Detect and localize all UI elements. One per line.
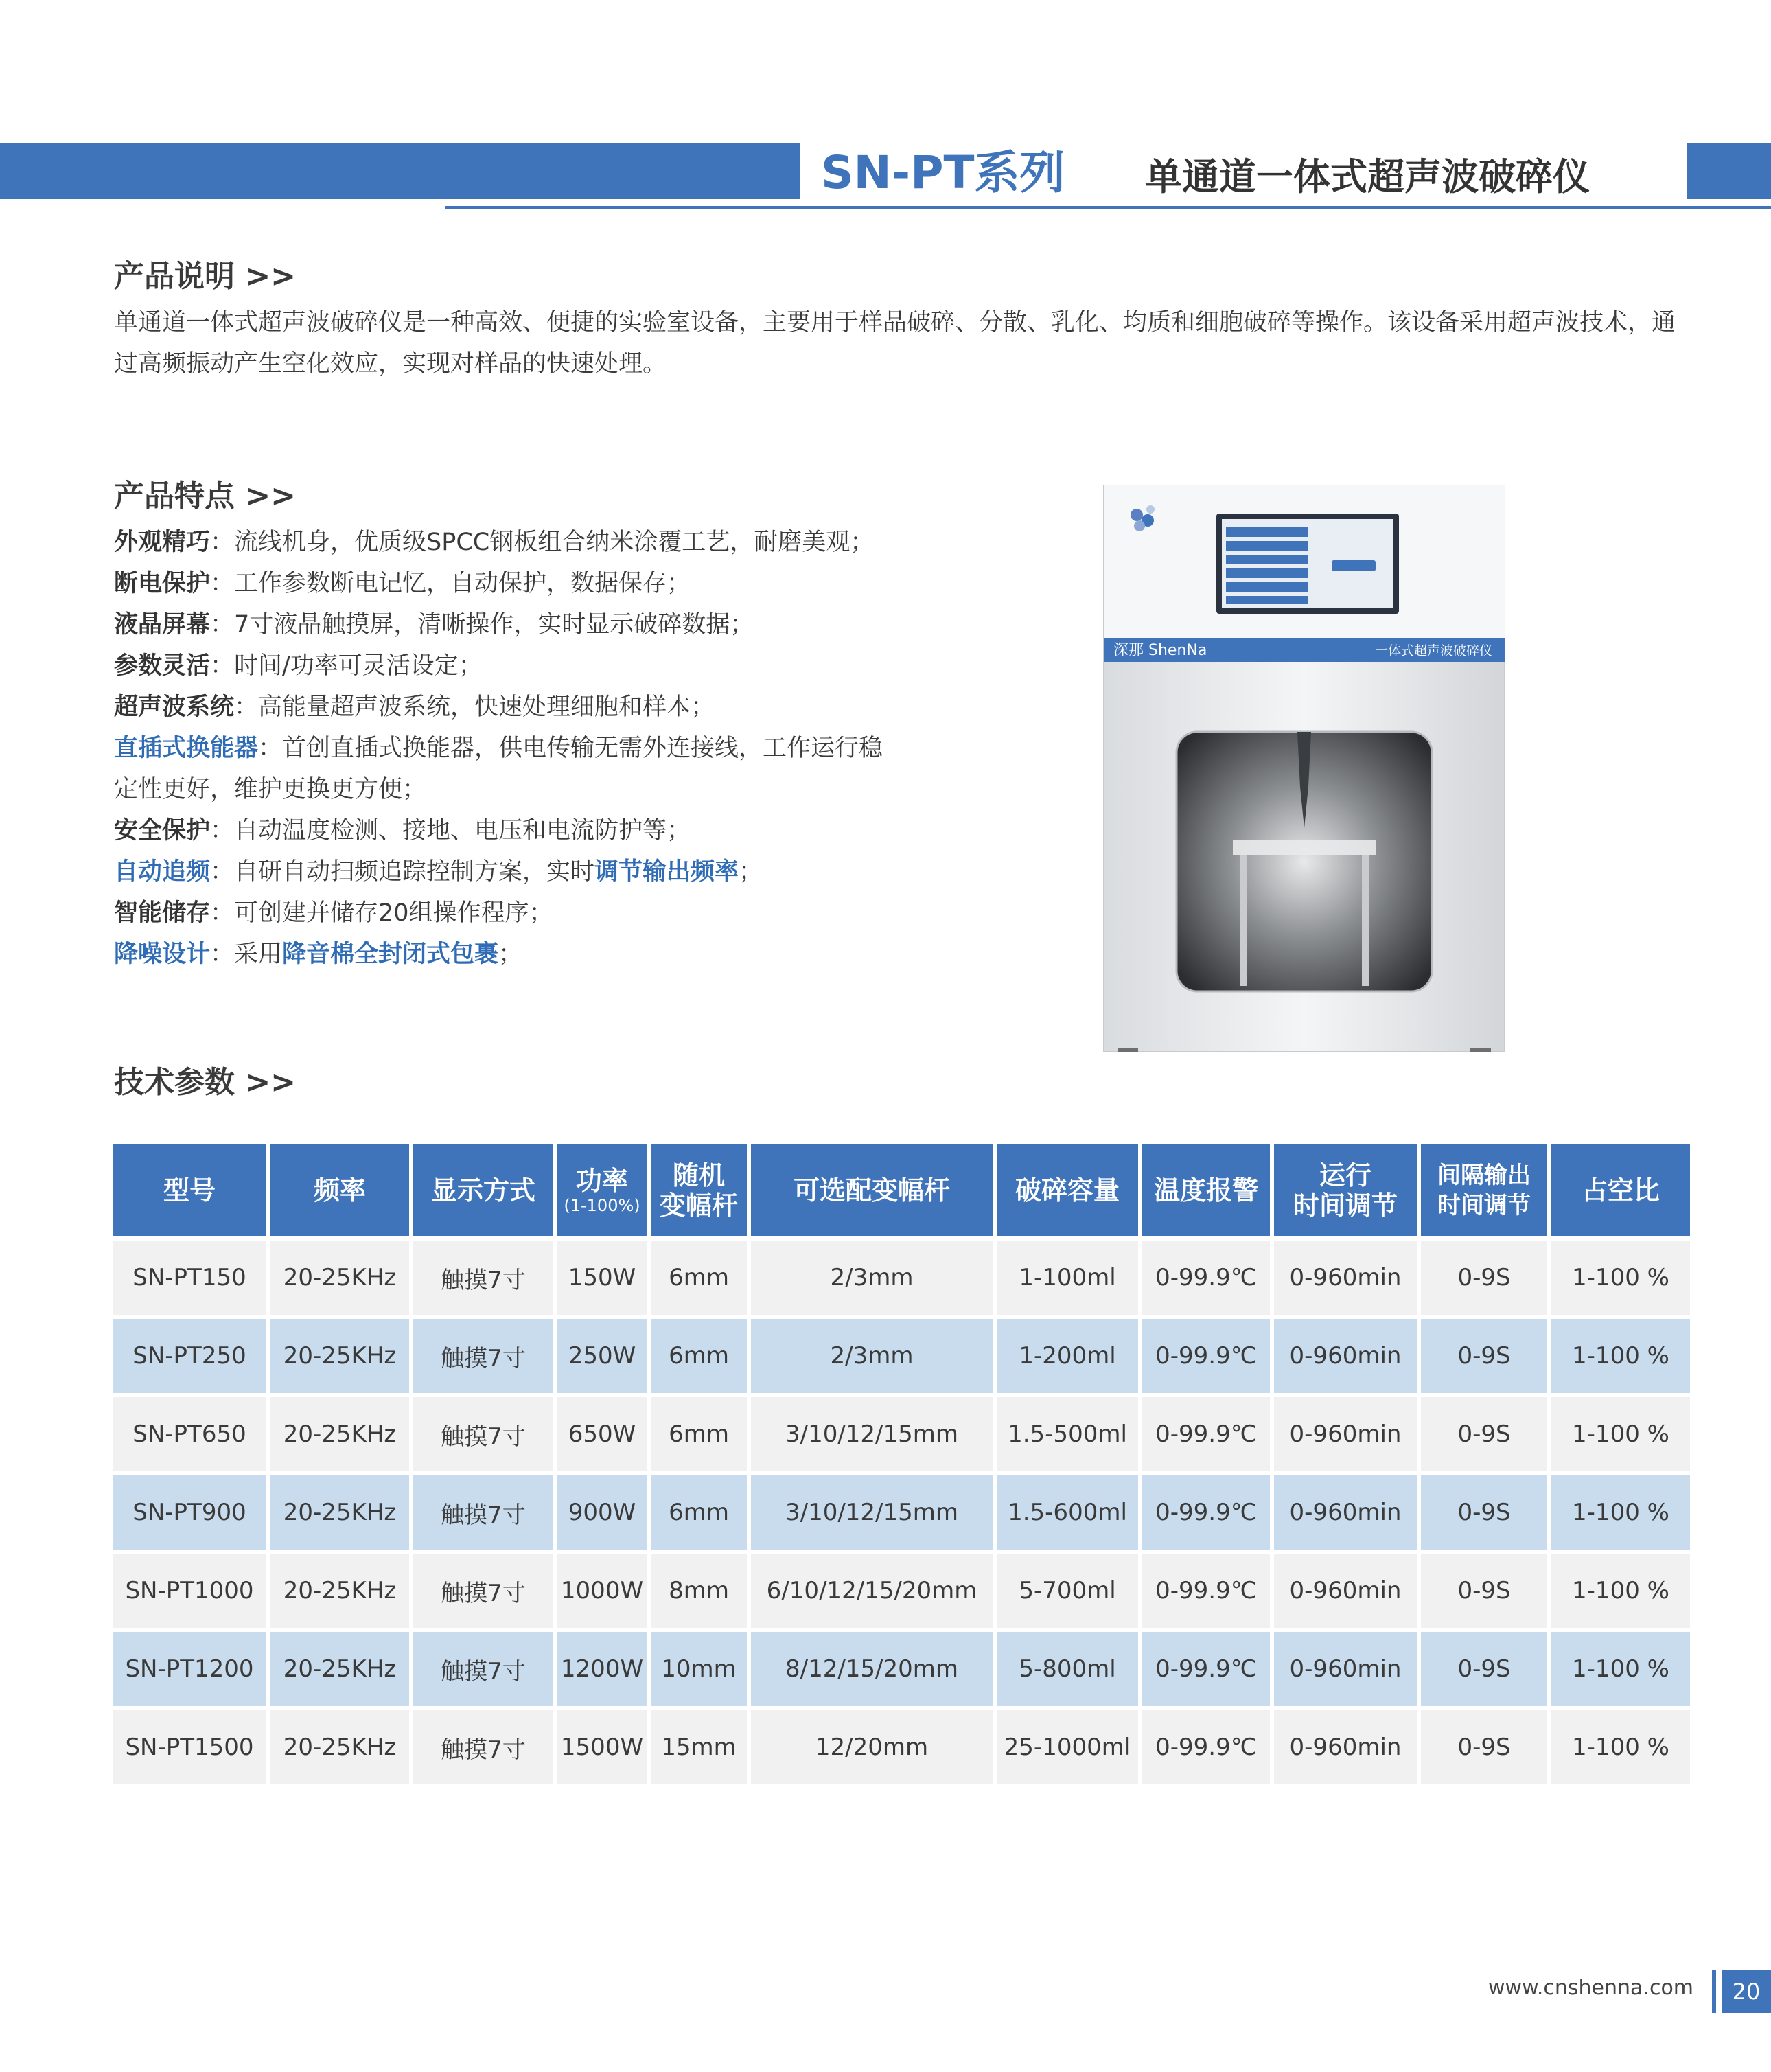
cell-run-time: 0-960min [1274,1319,1417,1393]
cell-horn: 6mm [651,1319,747,1393]
cell-temp-alarm: 0-99.9℃ [1142,1475,1270,1550]
cell-temp-alarm: 0-99.9℃ [1142,1710,1270,1784]
cell-power: 250W [557,1319,647,1393]
col-interval-line1: 间隔输出 [1437,1162,1531,1189]
features-list [114,522,1006,975]
feature-item [114,563,1006,604]
intro-heading: 产品说明 >> [114,259,297,294]
cell-duty: 1-100 % [1551,1475,1690,1550]
cell-temp-alarm: 0-99.9℃ [1142,1397,1270,1471]
col-duty: 占空比 [1551,1144,1690,1236]
feature-item [114,728,1006,769]
cell-horn: 10mm [651,1632,747,1706]
page-number: 20 [1722,1970,1771,2013]
cell-model: SN-PT150 [113,1241,266,1315]
cell-power: 1500W [557,1710,647,1784]
feature-item-continued [114,769,1006,810]
feature-text: ：7寸液晶触摸屏，清晰操作，实时显示破碎数据； [210,611,754,638]
cell-run-time: 0-960min [1274,1397,1417,1471]
cell-run-time: 0-960min [1274,1632,1417,1706]
cell-power: 900W [557,1475,647,1550]
cell-model: SN-PT650 [113,1397,266,1471]
cell-temp-alarm: 0-99.9℃ [1142,1554,1270,1628]
feature-text: ：采用 [210,941,283,968]
cell-horn: 15mm [651,1710,747,1784]
page-bar [1712,1970,1716,2013]
cell-run-time: 0-960min [1274,1475,1417,1550]
product-image [1098,485,1510,1052]
table-row [113,1632,1690,1706]
col-interval [1421,1144,1547,1236]
feature-text: ：首创直插式换能器，供电传输无需外连接线，工作运行稳 [258,735,883,762]
col-temp-alarm: 温度报警 [1142,1144,1270,1236]
table-row [113,1241,1690,1315]
feature-item [114,934,1006,975]
cell-frequency: 20-25KHz [270,1319,409,1393]
header-bar-right [1687,143,1771,199]
col-run-time-line1: 运行 [1319,1160,1371,1190]
cell-capacity: 5-800ml [997,1632,1138,1706]
feature-text: ：高能量超声波系统，快速处理细胞和样本； [234,693,715,721]
col-horn-line1: 随机 [672,1160,725,1190]
feature-key: 断电保护 [114,570,211,597]
cell-capacity: 25-1000ml [997,1710,1138,1784]
feature-key: 自动追频 [114,858,211,886]
cell-model: SN-PT1000 [113,1554,266,1628]
spec-body [113,1241,1690,1784]
feature-key: 智能储存 [114,899,211,927]
cell-display: 触摸7寸 [413,1710,553,1784]
feature-item [114,604,1006,645]
cell-frequency: 20-25KHz [270,1632,409,1706]
cell-horn: 6mm [651,1397,747,1471]
feature-text: ：自动温度检测、接地、电压和电流防护等； [210,817,691,844]
cell-optional-horn: 3/10/12/15mm [751,1397,993,1471]
spec-header-row [113,1144,1690,1236]
feature-key: 安全保护 [114,817,211,844]
cell-temp-alarm: 0-99.9℃ [1142,1241,1270,1315]
cell-power: 1200W [557,1632,647,1706]
cell-model: SN-PT900 [113,1475,266,1550]
feature-highlight: 降音棉全封闭式包裹 [282,941,499,968]
table-row [113,1710,1690,1784]
cell-display: 触摸7寸 [413,1554,553,1628]
cell-duty: 1-100 % [1551,1710,1690,1784]
feature-key: 参数灵活 [114,652,211,680]
cell-display: 触摸7寸 [413,1319,553,1393]
cell-interval: 0-9S [1421,1241,1547,1315]
cell-interval: 0-9S [1421,1632,1547,1706]
cell-duty: 1-100 % [1551,1397,1690,1471]
cell-duty: 1-100 % [1551,1554,1690,1628]
cell-interval: 0-9S [1421,1554,1547,1628]
feature-text: ：工作参数断电记忆，自动保护，数据保存； [210,570,691,597]
cell-optional-horn: 3/10/12/15mm [751,1475,993,1550]
cell-horn: 8mm [651,1554,747,1628]
features-heading: 产品特点 >> [114,479,297,514]
cell-frequency: 20-25KHz [270,1554,409,1628]
col-run-time-line2: 时间调节 [1293,1190,1398,1221]
cell-display: 触摸7寸 [413,1397,553,1471]
product-title: 单通道一体式超声波破碎仪 [1145,155,1590,198]
header-bar-left [0,143,800,199]
series-title: SN-PT系列 [821,146,1065,199]
feature-item [114,851,1006,893]
cell-duty: 1-100 % [1551,1241,1690,1315]
table-row [113,1319,1690,1393]
feature-key: 直插式换能器 [114,735,259,762]
cell-capacity: 1-100ml [997,1241,1138,1315]
cell-power: 150W [557,1241,647,1315]
feature-text: 定性更好，维护更换更方便； [114,776,427,803]
website-url[interactable]: www.cnshenna.com [1488,1976,1694,2000]
cell-capacity: 1-200ml [997,1319,1138,1393]
table-row [113,1554,1690,1628]
col-optional-horn: 可选配变幅杆 [751,1144,993,1236]
feature-key: 液晶屏幕 [114,611,211,638]
col-horn-line2: 变幅杆 [659,1190,738,1221]
col-model: 型号 [113,1144,266,1236]
device-brand: 深那 ShenNa [1113,642,1207,659]
feature-text: ：时间/功率可灵活设定； [210,652,483,680]
feature-item [114,687,1006,728]
cell-interval: 0-9S [1421,1475,1547,1550]
col-interval-line2: 时间调节 [1437,1192,1531,1219]
cell-display: 触摸7寸 [413,1475,553,1550]
cell-run-time: 0-960min [1274,1710,1417,1784]
cell-capacity: 1.5-500ml [997,1397,1138,1471]
col-frequency: 频率 [270,1144,409,1236]
col-run-time [1274,1144,1417,1236]
cell-duty: 1-100 % [1551,1319,1690,1393]
col-power-range: (1-100%) [564,1196,640,1215]
cell-capacity: 1.5-600ml [997,1475,1138,1550]
table-row [113,1475,1690,1550]
cell-model: SN-PT1500 [113,1710,266,1784]
spec-table [108,1140,1694,1788]
cell-display: 触摸7寸 [413,1632,553,1706]
specs-heading: 技术参数 >> [114,1065,297,1100]
feature-highlight: 调节输出频率 [594,858,739,886]
feature-text: ：流线机身，优质级SPCC钢板组合纳米涂覆工艺，耐磨美观； [210,529,875,556]
cell-optional-horn: 12/20mm [751,1710,993,1784]
cell-frequency: 20-25KHz [270,1241,409,1315]
cell-frequency: 20-25KHz [270,1710,409,1784]
cell-model: SN-PT250 [113,1319,266,1393]
table-row [113,1397,1690,1471]
cell-display: 触摸7寸 [413,1241,553,1315]
cell-interval: 0-9S [1421,1397,1547,1471]
col-horn [651,1144,747,1236]
col-display: 显示方式 [413,1144,553,1236]
col-power-label: 功率 [575,1166,628,1196]
cell-power: 650W [557,1397,647,1471]
cell-temp-alarm: 0-99.9℃ [1142,1319,1270,1393]
col-power [557,1144,647,1236]
feature-key: 超声波系统 [114,693,235,721]
feature-tail: ； [739,858,763,886]
feature-item [114,893,1006,934]
cell-optional-horn: 8/12/15/20mm [751,1632,993,1706]
cell-interval: 0-9S [1421,1319,1547,1393]
col-capacity: 破碎容量 [997,1144,1138,1236]
cell-duty: 1-100 % [1551,1632,1690,1706]
feature-tail: ； [498,941,523,968]
cell-model: SN-PT1200 [113,1632,266,1706]
feature-item [114,645,1006,687]
feature-item [114,810,1006,851]
cell-power: 1000W [557,1554,647,1628]
intro-text: 单通道一体式超声波破碎仪是一种高效、便捷的实验室设备，主要用于样品破碎、分散、乳化、均质和细胞破碎等操作。该设备采用超声波技术，通过高频振动产生空化效应，实现对样品的快速处理。 [114,309,1676,378]
cell-run-time: 0-960min [1274,1241,1417,1315]
cell-temp-alarm: 0-99.9℃ [1142,1632,1270,1706]
cell-optional-horn: 6/10/12/15/20mm [751,1554,993,1628]
cell-interval: 0-9S [1421,1710,1547,1784]
cell-horn: 6mm [651,1475,747,1550]
header-underline [445,206,1771,209]
cell-frequency: 20-25KHz [270,1397,409,1471]
cell-run-time: 0-960min [1274,1554,1417,1628]
feature-item [114,522,1006,563]
feature-key: 外观精巧 [114,529,211,556]
cell-frequency: 20-25KHz [270,1475,409,1550]
cell-capacity: 5-700ml [997,1554,1138,1628]
cell-optional-horn: 2/3mm [751,1319,993,1393]
feature-text: ：可创建并储存20组操作程序； [210,899,553,927]
feature-text: ：自研自动扫频追踪控制方案，实时 [210,858,595,886]
device-name: 一体式超声波破碎仪 [1374,643,1492,658]
cell-horn: 6mm [651,1241,747,1315]
feature-key: 降噪设计 [114,941,211,968]
cell-optional-horn: 2/3mm [751,1241,993,1315]
